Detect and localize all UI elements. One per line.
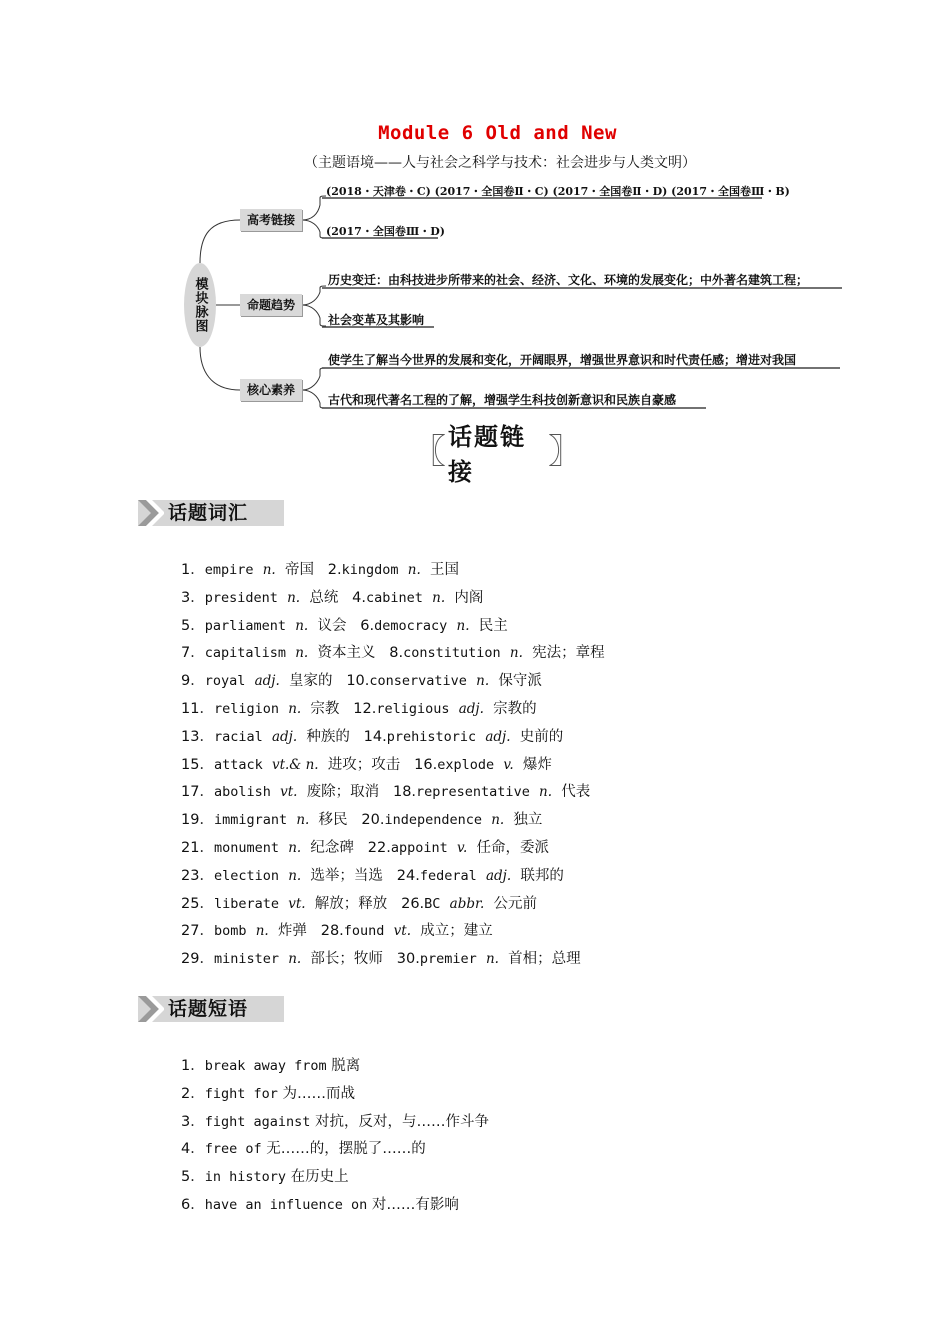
vocab-line xyxy=(181,697,537,718)
vocab-pos: vt. xyxy=(393,923,411,940)
double-chevron-icon xyxy=(138,996,164,1022)
vocab-meaning: 王国 xyxy=(429,562,459,578)
vocab-word: democracy xyxy=(374,617,448,634)
phrase-number: 3． xyxy=(181,1113,205,1130)
mindmap-leaf: (2018・天津卷・C) (2017・全国卷Ⅱ・C) (2017・全国卷Ⅱ・D) (2017・全国卷Ⅲ・B) xyxy=(326,185,790,198)
vocab-word: attack xyxy=(213,756,263,773)
module-title: Module 6 Old and New xyxy=(378,122,617,144)
vocab-pos: n. xyxy=(262,562,276,578)
phrase-meaning: 在历史上 xyxy=(290,1169,349,1186)
vocab-meaning: 内阁 xyxy=(454,589,484,606)
vocab-word: independence xyxy=(384,812,482,829)
phrase-meaning: 为……而战 xyxy=(282,1085,355,1102)
vocab-number: 5． xyxy=(181,617,205,634)
vocab-word: immigrant xyxy=(213,812,288,829)
phrase-meaning: 脱离 xyxy=(331,1058,361,1074)
vocab-pos: n. xyxy=(295,617,309,634)
phrase-line xyxy=(181,1082,355,1103)
mindmap-root: 模块脉图 xyxy=(184,263,216,347)
vocab-pos: n. xyxy=(456,617,470,634)
phrase-number: 5． xyxy=(181,1169,205,1186)
phrase-text: fight for xyxy=(204,1085,278,1102)
phrase-number: 6． xyxy=(181,1197,205,1213)
vocab-number: 29． xyxy=(181,951,214,968)
vocab-meaning: 首相；总理 xyxy=(508,951,581,968)
vocab-number: 8. xyxy=(389,645,404,662)
vocab-line xyxy=(181,780,590,801)
double-chevron-icon xyxy=(138,500,164,526)
vocab-number: 13． xyxy=(181,728,214,745)
vocab-line xyxy=(181,669,542,690)
vocab-line xyxy=(181,586,483,607)
vocab-number: 1． xyxy=(181,562,205,578)
phrase-number: 4． xyxy=(181,1141,205,1158)
vocab-line xyxy=(181,753,552,774)
vocab-number: 2. xyxy=(327,562,342,578)
vocab-meaning: 总统 xyxy=(309,589,339,606)
vocab-line xyxy=(181,614,508,635)
vocab-pos: n. xyxy=(485,951,499,968)
vocab-word: constitution xyxy=(403,645,501,662)
vocab-pos: adj. xyxy=(271,728,298,745)
vocab-pos: adj. xyxy=(485,728,511,745)
vocab-word: bomb xyxy=(213,923,247,940)
vocab-meaning: 废除；取消 xyxy=(306,784,380,801)
vocab-pos: adj. xyxy=(485,867,512,884)
vocab-meaning: 宗教的 xyxy=(493,701,537,717)
vocab-number: 27． xyxy=(181,923,214,940)
vocab-meaning: 选举；当选 xyxy=(310,867,383,884)
vocab-pos: vt.& n. xyxy=(271,756,319,773)
vocab-meaning: 宗教 xyxy=(310,701,340,717)
vocab-pos: n. xyxy=(476,673,490,690)
mindmap-leaf: 历史变迁：由科技进步所带来的社会、经济、文化、环境的发展变化；中外著名建筑工程； xyxy=(328,273,809,287)
vocab-word: abolish xyxy=(213,784,271,801)
vocab-word: capitalism xyxy=(204,645,287,662)
vocab-meaning: 公元前 xyxy=(493,895,537,912)
phrase-text: in history xyxy=(204,1169,287,1186)
mindmap-leaf: (2017・全国卷Ⅲ・D) xyxy=(326,225,445,238)
vocab-line xyxy=(181,864,564,885)
phrase-line xyxy=(181,1054,360,1075)
vocab-number: 4. xyxy=(352,589,366,606)
vocab-number: 26. xyxy=(401,895,425,912)
vocab-line xyxy=(181,892,537,913)
vocab-word: religious xyxy=(376,701,450,717)
mindmap-node-trend: 命题趋势 xyxy=(240,294,302,316)
vocab-number: 22. xyxy=(367,840,391,856)
vocab-word: royal xyxy=(204,673,246,690)
vocab-meaning: 资本主义 xyxy=(317,645,376,662)
phrase-text: have an influence on xyxy=(204,1197,368,1213)
vocab-line xyxy=(181,641,605,662)
vocab-meaning: 部长；牧师 xyxy=(310,951,383,968)
topic-link-banner xyxy=(412,422,584,486)
vocab-word: cabinet xyxy=(366,589,423,606)
phrase-line xyxy=(181,1165,349,1186)
section-title: 话题词汇 xyxy=(168,502,249,524)
vocab-pos: adj. xyxy=(254,673,280,690)
mindmap-leaf: 使学生了解当今世界的发展和变化，开阔眼界，增强世界意识和时代责任感；增进对我国 xyxy=(328,353,797,367)
vocab-word: empire xyxy=(204,562,254,578)
vocab-word: federal xyxy=(419,867,477,884)
vocab-number: 14. xyxy=(363,728,387,745)
vocab-meaning: 史前的 xyxy=(519,728,564,745)
mindmap-leaf: 古代和现代著名工程的了解，增强学生科技创新意识和民族自豪感 xyxy=(328,393,677,407)
section-header-phrases xyxy=(138,996,284,1022)
vocab-pos: n. xyxy=(255,923,269,940)
mindmap-node-gaokao: 高考链接 xyxy=(240,209,302,231)
vocab-word: appoint xyxy=(390,840,448,856)
vocab-word: explode xyxy=(437,756,495,773)
phrase-line xyxy=(181,1110,489,1131)
vocab-line xyxy=(181,725,563,746)
vocab-number: 24. xyxy=(396,867,420,884)
vocab-word: president xyxy=(204,589,278,606)
vocab-number: 6. xyxy=(360,617,375,634)
banner-bracket-right: 〗 xyxy=(548,432,584,472)
vocab-word: representative xyxy=(416,784,530,801)
vocab-meaning: 进攻；攻击 xyxy=(327,756,401,773)
vocab-meaning: 代表 xyxy=(561,784,591,801)
phrase-number: 2． xyxy=(181,1085,205,1102)
vocab-number: 23． xyxy=(181,867,214,884)
vocab-meaning: 联邦的 xyxy=(520,867,564,884)
vocab-word: minister xyxy=(213,951,279,968)
vocab-word: religion xyxy=(213,701,279,717)
mindmap-node-core: 核心素养 xyxy=(240,379,302,401)
vocab-meaning: 帝国 xyxy=(284,562,314,578)
vocab-word: conservative xyxy=(369,673,467,690)
vocab-word: prehistoric xyxy=(386,728,477,745)
vocab-number: 25． xyxy=(181,895,214,912)
vocab-number: 17． xyxy=(181,784,214,801)
vocab-line xyxy=(181,558,459,579)
phrase-number: 1． xyxy=(181,1058,205,1074)
vocab-line xyxy=(181,836,549,857)
vocab-pos: v. xyxy=(503,756,514,773)
phrase-text: fight against xyxy=(204,1113,311,1130)
phrase-meaning: 对抗，反对，与……作斗争 xyxy=(315,1113,490,1130)
vocab-line xyxy=(181,808,542,829)
vocab-word: monument xyxy=(213,840,279,856)
vocab-meaning: 保守派 xyxy=(498,673,542,690)
vocab-word: parliament xyxy=(204,617,287,634)
vocab-line xyxy=(181,947,581,968)
vocab-pos: n. xyxy=(407,562,421,578)
vocab-pos: n. xyxy=(539,784,553,801)
vocab-meaning: 移民 xyxy=(318,812,348,829)
vocab-number: 11． xyxy=(181,701,214,717)
vocab-number: 30. xyxy=(396,951,420,968)
vocab-pos: v. xyxy=(456,840,468,856)
vocab-meaning: 任命，委派 xyxy=(476,840,549,856)
phrase-text: free of xyxy=(204,1141,262,1158)
vocab-pos: n. xyxy=(288,701,302,717)
phrase-meaning: 对……有影响 xyxy=(371,1197,459,1213)
vocab-meaning: 民主 xyxy=(478,617,508,634)
vocab-pos: n. xyxy=(509,645,523,662)
phrase-text: break away from xyxy=(204,1058,327,1074)
vocab-line xyxy=(181,919,493,940)
vocab-meaning: 炸弹 xyxy=(277,923,307,940)
vocab-meaning: 种族的 xyxy=(306,728,350,745)
vocab-meaning: 议会 xyxy=(317,617,347,634)
vocab-pos: n. xyxy=(296,812,310,829)
vocab-meaning: 解放；释放 xyxy=(314,895,388,912)
section-header-vocab xyxy=(138,500,284,526)
vocab-number: 28. xyxy=(320,923,344,940)
mindmap-leaf: 社会变革及其影响 xyxy=(328,313,425,327)
vocab-word: BC xyxy=(424,895,441,912)
vocab-meaning: 宪法；章程 xyxy=(532,645,605,662)
vocab-meaning: 独立 xyxy=(513,812,543,829)
vocab-meaning: 爆炸 xyxy=(522,756,552,773)
vocab-word: election xyxy=(213,867,279,884)
vocab-pos: n. xyxy=(288,840,302,856)
vocab-meaning: 成立；建立 xyxy=(420,923,493,940)
vocab-word: racial xyxy=(213,728,263,745)
vocab-number: 16. xyxy=(414,756,438,773)
vocab-pos: n. xyxy=(288,951,302,968)
vocab-number: 12. xyxy=(353,701,377,717)
vocab-word: liberate xyxy=(213,895,279,912)
phrase-line xyxy=(181,1193,459,1214)
vocab-pos: abbr. xyxy=(449,895,485,912)
vocab-number: 3． xyxy=(181,589,205,606)
module-subtitle: （主题语境——人与社会之科学与技术：社会进步与人类文明） xyxy=(304,155,696,171)
vocab-number: 15． xyxy=(181,756,214,773)
vocab-number: 19． xyxy=(181,812,214,829)
banner-title: 话题链接 xyxy=(448,422,526,486)
vocab-meaning: 纪念碑 xyxy=(310,840,354,856)
vocab-pos: vt. xyxy=(288,895,306,912)
vocab-word: kingdom xyxy=(341,562,399,578)
vocab-number: 18. xyxy=(392,784,417,801)
vocab-number: 7． xyxy=(181,645,205,662)
vocab-pos: vt. xyxy=(280,784,298,801)
vocab-pos: n. xyxy=(288,867,302,884)
phrase-line xyxy=(181,1137,426,1158)
section-title: 话题短语 xyxy=(168,998,249,1020)
vocab-word: premier xyxy=(419,951,477,968)
vocab-number: 9． xyxy=(181,673,205,690)
vocab-pos: n. xyxy=(491,812,505,829)
vocab-meaning: 皇家的 xyxy=(288,673,333,690)
vocab-pos: adj. xyxy=(458,701,484,717)
vocab-number: 20. xyxy=(361,812,385,829)
vocab-pos: n. xyxy=(295,645,309,662)
vocab-pos: n. xyxy=(432,589,446,606)
vocab-number: 21． xyxy=(181,840,214,856)
vocab-word: found xyxy=(343,923,385,940)
vocab-pos: n. xyxy=(287,589,301,606)
phrase-meaning: 无……的，摆脱了……的 xyxy=(266,1141,426,1158)
vocab-number: 10. xyxy=(346,673,370,690)
banner-bracket-left: 〖 xyxy=(412,432,448,472)
